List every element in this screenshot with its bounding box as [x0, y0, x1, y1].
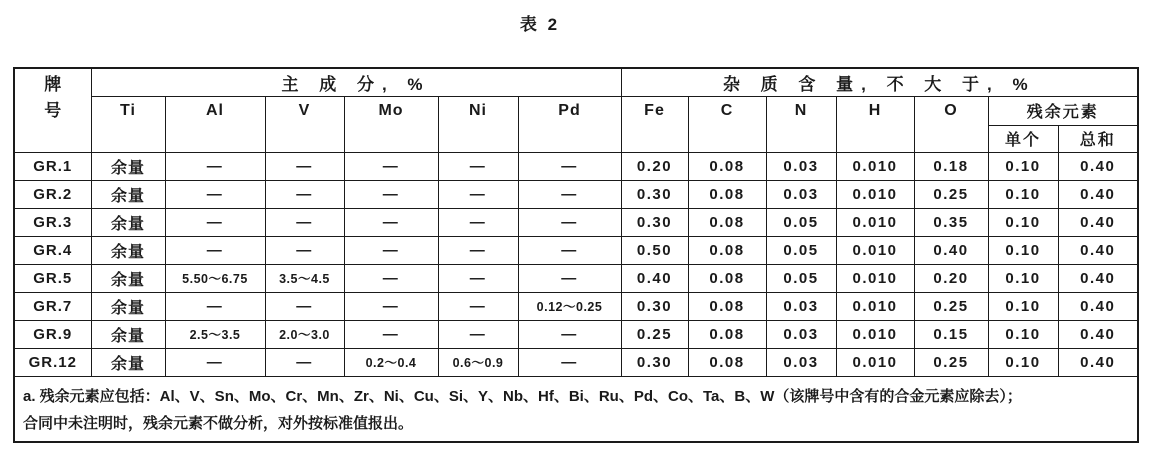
- value-cell-al: —: [165, 180, 265, 208]
- value-cell-total: 0.40: [1058, 180, 1138, 208]
- value-cell-fe: 0.20: [621, 152, 688, 180]
- value-cell-o: 0.25: [914, 348, 988, 376]
- value-cell-mo: 0.2～0.4: [344, 348, 438, 376]
- value-cell-n: 0.05: [766, 208, 836, 236]
- value-cell-single: 0.10: [988, 348, 1058, 376]
- value-cell-ti: 余量: [91, 236, 165, 264]
- table-row-gr9: [14, 320, 1138, 348]
- value-cell-pd: 0.12～0.25: [518, 292, 621, 320]
- header-element-h: H: [836, 96, 914, 152]
- header-grade: [14, 68, 91, 152]
- header-element-n: N: [766, 96, 836, 152]
- value-cell-v: —: [265, 208, 344, 236]
- value-cell-o: 0.35: [914, 208, 988, 236]
- table-row-gr3: [14, 208, 1138, 236]
- header-element-v: V: [265, 96, 344, 152]
- header-element-mo: Mo: [344, 96, 438, 152]
- value-cell-mo: —: [344, 320, 438, 348]
- value-cell-mo: —: [344, 264, 438, 292]
- value-cell-ti: 余量: [91, 348, 165, 376]
- header-residual-single: 单个: [988, 125, 1058, 152]
- value-cell-ti: 余量: [91, 320, 165, 348]
- value-cell-c: 0.08: [688, 152, 766, 180]
- header-element-al: Al: [165, 96, 265, 152]
- value-cell-fe: 0.30: [621, 292, 688, 320]
- value-cell-h: 0.010: [836, 208, 914, 236]
- value-cell-total: 0.40: [1058, 152, 1138, 180]
- value-cell-n: 0.03: [766, 152, 836, 180]
- value-cell-pd: —: [518, 180, 621, 208]
- value-cell-total: 0.40: [1058, 320, 1138, 348]
- value-cell-al: —: [165, 236, 265, 264]
- value-cell-al: 2.5～3.5: [165, 320, 265, 348]
- value-cell-fe: 0.30: [621, 348, 688, 376]
- value-cell-fe: 0.30: [621, 180, 688, 208]
- footnote-line-2: 合同中未注明时，残余元素不做分析，对外按标准值报出。: [23, 414, 414, 432]
- value-cell-al: —: [165, 208, 265, 236]
- value-cell-pd: —: [518, 320, 621, 348]
- value-cell-h: 0.010: [836, 320, 914, 348]
- value-cell-ti: 余量: [91, 152, 165, 180]
- value-cell-single: 0.10: [988, 208, 1058, 236]
- grade-cell: GR.1: [14, 152, 91, 180]
- header-element-o: O: [914, 96, 988, 152]
- value-cell-o: 0.20: [914, 264, 988, 292]
- grade-cell: GR.5: [14, 264, 91, 292]
- value-cell-c: 0.08: [688, 208, 766, 236]
- value-cell-ti: 余量: [91, 264, 165, 292]
- value-cell-ni: —: [438, 152, 518, 180]
- value-cell-fe: 0.30: [621, 208, 688, 236]
- grade-cell: GR.2: [14, 180, 91, 208]
- value-cell-total: 0.40: [1058, 208, 1138, 236]
- value-cell-c: 0.08: [688, 320, 766, 348]
- footnote-line-1: a. 残余元素应包括：Al、V、Sn、Mo、Cr、Mn、Zr、Ni、Cu、Si、Y、Nb、Hf、Bi、Ru、Pd、Co、Ta、B、W（该牌号中含有的合金元素应除去）；: [23, 387, 1022, 405]
- value-cell-c: 0.08: [688, 348, 766, 376]
- header-row-groups: [14, 68, 1138, 96]
- value-cell-ti: 余量: [91, 208, 165, 236]
- value-cell-h: 0.010: [836, 264, 914, 292]
- value-cell-n: 0.03: [766, 180, 836, 208]
- value-cell-pd: —: [518, 208, 621, 236]
- header-element-ni: Ni: [438, 96, 518, 152]
- value-cell-al: 5.50～6.75: [165, 264, 265, 292]
- value-cell-pd: —: [518, 236, 621, 264]
- value-cell-v: —: [265, 292, 344, 320]
- grade-cell: GR.4: [14, 236, 91, 264]
- value-cell-fe: 0.25: [621, 320, 688, 348]
- value-cell-mo: —: [344, 180, 438, 208]
- value-cell-al: —: [165, 348, 265, 376]
- header-element-ti: Ti: [91, 96, 165, 152]
- value-cell-n: 0.03: [766, 320, 836, 348]
- value-cell-total: 0.40: [1058, 236, 1138, 264]
- header-element-c: C: [688, 96, 766, 152]
- value-cell-c: 0.08: [688, 180, 766, 208]
- table-row-gr2: [14, 180, 1138, 208]
- header-main-composition: 主 成 分, %: [91, 68, 621, 96]
- value-cell-mo: —: [344, 208, 438, 236]
- value-cell-total: 0.40: [1058, 348, 1138, 376]
- value-cell-ni: —: [438, 264, 518, 292]
- grade-cell: GR.9: [14, 320, 91, 348]
- footnote-cell: [14, 376, 1138, 442]
- value-cell-pd: —: [518, 264, 621, 292]
- value-cell-c: 0.08: [688, 236, 766, 264]
- header-residual-elements: 残余元素: [988, 96, 1138, 125]
- value-cell-mo: —: [344, 292, 438, 320]
- value-cell-ti: 余量: [91, 180, 165, 208]
- header-row-elements: [14, 96, 1138, 125]
- value-cell-v: —: [265, 348, 344, 376]
- table-row-gr1: [14, 152, 1138, 180]
- value-cell-v: 3.5～4.5: [265, 264, 344, 292]
- value-cell-n: 0.05: [766, 264, 836, 292]
- header-element-fe: Fe: [621, 96, 688, 152]
- value-cell-h: 0.010: [836, 180, 914, 208]
- value-cell-fe: 0.40: [621, 264, 688, 292]
- value-cell-single: 0.10: [988, 292, 1058, 320]
- value-cell-o: 0.15: [914, 320, 988, 348]
- value-cell-h: 0.010: [836, 292, 914, 320]
- value-cell-n: 0.03: [766, 348, 836, 376]
- value-cell-ni: —: [438, 180, 518, 208]
- value-cell-v: —: [265, 180, 344, 208]
- header-impurity-content: 杂 质 含 量, 不 大 于, %: [621, 68, 1138, 96]
- grade-cell: GR.7: [14, 292, 91, 320]
- table-row-gr12: [14, 348, 1138, 376]
- value-cell-total: 0.40: [1058, 292, 1138, 320]
- value-cell-pd: —: [518, 348, 621, 376]
- value-cell-h: 0.010: [836, 152, 914, 180]
- value-cell-o: 0.25: [914, 292, 988, 320]
- value-cell-n: 0.03: [766, 292, 836, 320]
- value-cell-mo: —: [344, 236, 438, 264]
- value-cell-single: 0.10: [988, 264, 1058, 292]
- value-cell-v: —: [265, 236, 344, 264]
- value-cell-v: —: [265, 152, 344, 180]
- value-cell-single: 0.10: [988, 236, 1058, 264]
- value-cell-n: 0.05: [766, 236, 836, 264]
- value-cell-single: 0.10: [988, 152, 1058, 180]
- value-cell-ni: —: [438, 208, 518, 236]
- header-grade-label: 牌号: [44, 75, 62, 120]
- value-cell-o: 0.18: [914, 152, 988, 180]
- value-cell-al: —: [165, 152, 265, 180]
- value-cell-ti: 余量: [91, 292, 165, 320]
- table-row-gr4: [14, 236, 1138, 264]
- value-cell-total: 0.40: [1058, 264, 1138, 292]
- grade-cell: GR.12: [14, 348, 91, 376]
- alloy-composition-table: [13, 67, 1139, 443]
- value-cell-fe: 0.50: [621, 236, 688, 264]
- value-cell-al: —: [165, 292, 265, 320]
- value-cell-ni: —: [438, 236, 518, 264]
- table-row-gr5: [14, 264, 1138, 292]
- value-cell-ni: 0.6～0.9: [438, 348, 518, 376]
- value-cell-single: 0.10: [988, 320, 1058, 348]
- value-cell-v: 2.0～3.0: [265, 320, 344, 348]
- header-element-pd: Pd: [518, 96, 621, 152]
- value-cell-o: 0.40: [914, 236, 988, 264]
- value-cell-pd: —: [518, 152, 621, 180]
- value-cell-h: 0.010: [836, 348, 914, 376]
- value-cell-mo: —: [344, 152, 438, 180]
- value-cell-ni: —: [438, 320, 518, 348]
- value-cell-o: 0.25: [914, 180, 988, 208]
- footnote-row: [14, 376, 1138, 442]
- value-cell-c: 0.08: [688, 264, 766, 292]
- table-row-gr7: [14, 292, 1138, 320]
- value-cell-ni: —: [438, 292, 518, 320]
- value-cell-single: 0.10: [988, 180, 1058, 208]
- grade-cell: GR.3: [14, 208, 91, 236]
- value-cell-h: 0.010: [836, 236, 914, 264]
- header-residual-total: 总和: [1058, 125, 1138, 152]
- table-caption: 表 2: [519, 15, 561, 34]
- value-cell-c: 0.08: [688, 292, 766, 320]
